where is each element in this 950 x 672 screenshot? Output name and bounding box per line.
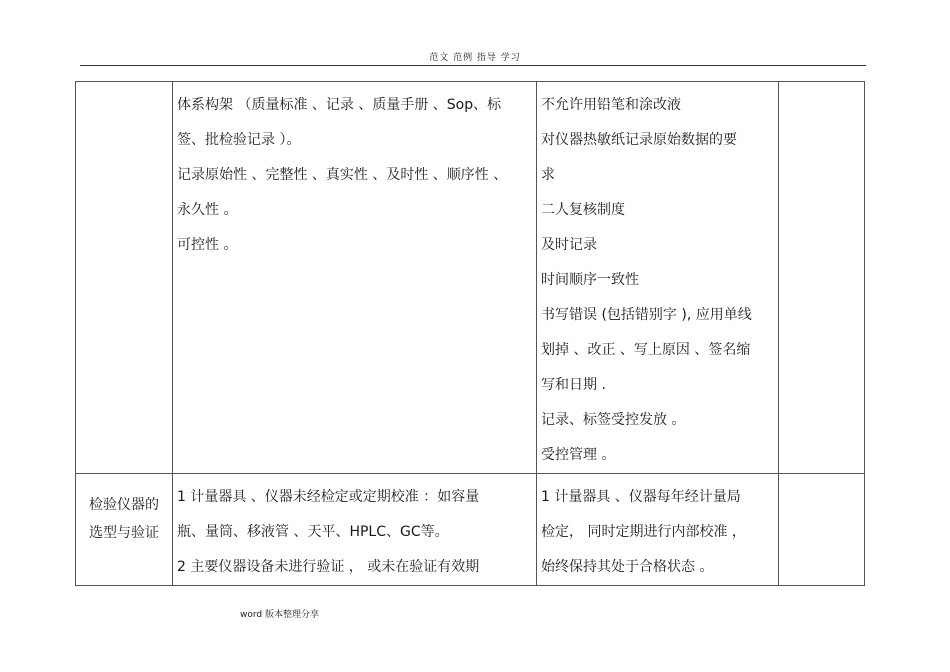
category-cell (76, 474, 173, 586)
measure-line: 求 (541, 167, 555, 183)
requirement-line: 可控性 。 (177, 237, 238, 253)
category-label: 检验仪器的 (89, 497, 159, 513)
page-header: 范文 范例 指导 学习 (429, 53, 521, 63)
measure-line: 及时记录 (541, 237, 597, 253)
requirement-cell (173, 474, 537, 586)
requirement-line: 记录原始性 、完整性 、真实性 、及时性 、顺序性 、 (177, 167, 508, 183)
measure-line: 始终保持其处于合格状态 。 (541, 559, 714, 575)
requirement-line: 瓶、量筒、移液管 、天平、HPLC、GC等。 (177, 524, 449, 540)
measure-line: 二人复核制度 (541, 202, 625, 218)
measure-line: 划掉 、改正 、写上原因 、签名缩 (541, 342, 751, 358)
measure-cell (537, 474, 779, 586)
requirement-line: 永久性 。 (177, 202, 238, 218)
measure-cell (537, 82, 779, 474)
requirement-cell (173, 82, 537, 474)
measure-line: 书写错误 (包括错别字 ), 应用单线 (541, 307, 752, 323)
measure-line: 对仪器热敏纸记录原始数据的要 (541, 132, 737, 148)
requirement-line: 体系构架 （质量标准 、记录 、质量手册 、Sop、标 (177, 97, 502, 113)
content-table (75, 81, 865, 586)
requirement-line: 1 计量器具 、仪器未经检定或定期校准 ：如容量 (177, 489, 480, 505)
category-label: 选型与验证 (89, 525, 159, 541)
page-footer: word 版本整理分享 (240, 610, 319, 620)
measure-line: 检定， 同时定期进行内部校准 ， (541, 524, 746, 540)
remark-cell (779, 474, 865, 586)
measure-line: 记录、标签受控发放 。 (541, 412, 686, 428)
remark-cell (779, 82, 865, 474)
measure-line: 时间顺序一致性 (541, 272, 639, 288)
category-cell (76, 82, 173, 474)
table-row (76, 82, 865, 474)
measure-line: 写和日期 . (541, 377, 606, 393)
requirement-line: 2 主要仪器设备未进行验证 ， 或未在验证有效期 (177, 559, 480, 575)
requirement-line: 签、批检验记录 ）。 (177, 132, 301, 148)
measure-line: 受控管理 。 (541, 447, 616, 463)
header-rule (80, 65, 866, 66)
measure-line: 不允许用铅笔和涂改液 (541, 97, 681, 113)
measure-line: 1 计量器具 、仪器每年经计量局 (541, 489, 741, 505)
table-row (76, 474, 865, 586)
